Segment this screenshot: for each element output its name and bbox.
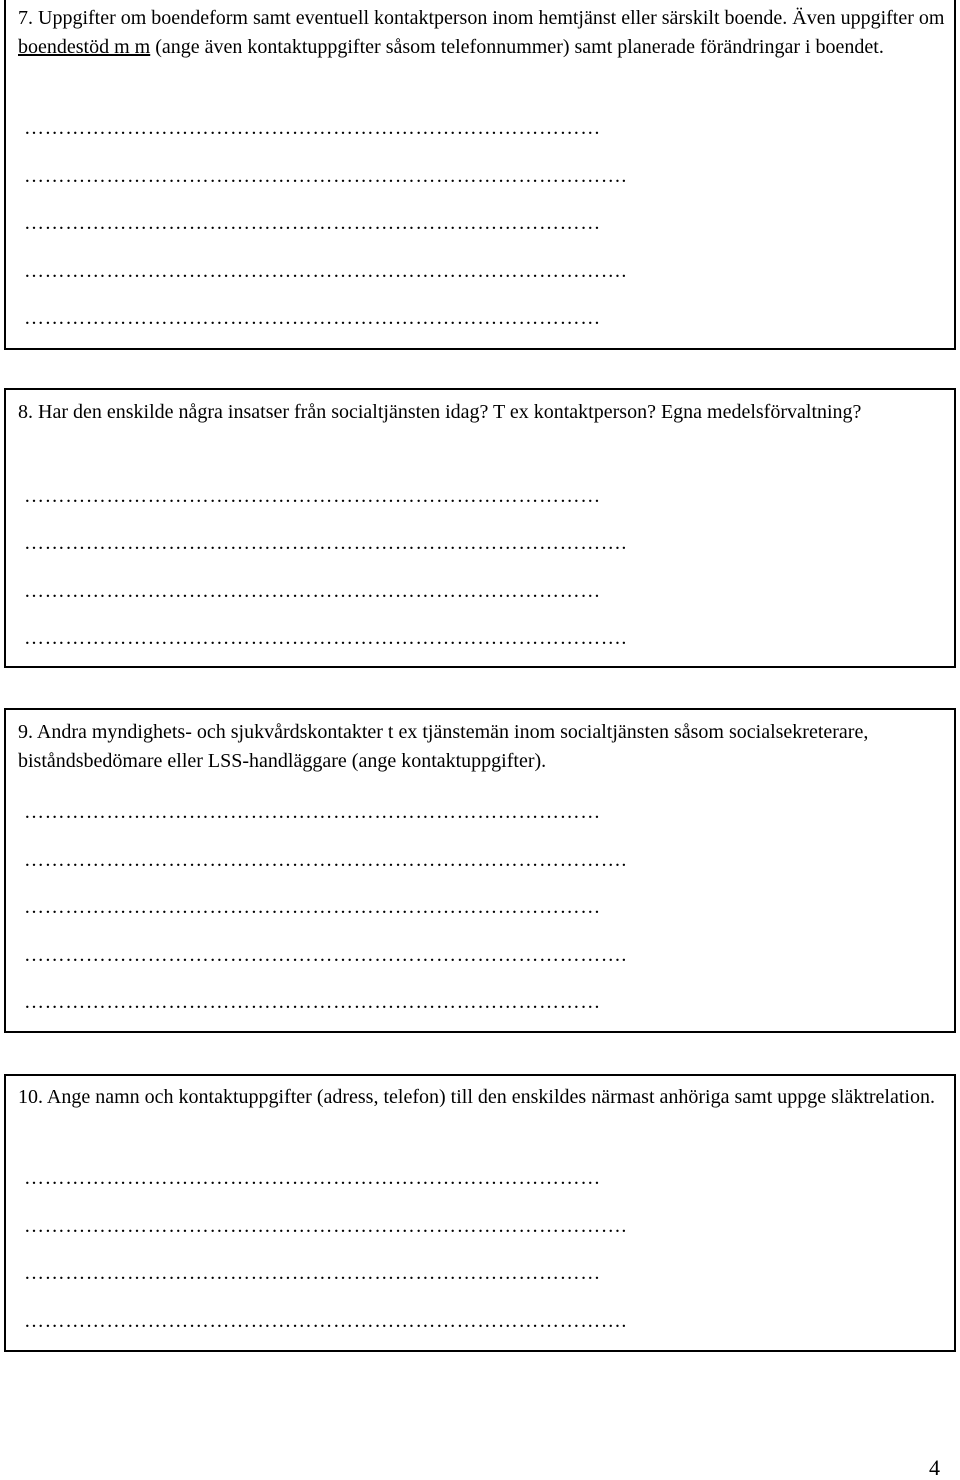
answer-line[interactable]: ……………………………………………………………………………. [24, 165, 627, 187]
question-7-text-b: (ange även kontaktuppgifter såsom telefonnummer) samt planerade förändringar i boendet. [150, 36, 884, 58]
question-7 [18, 4, 946, 62]
answer-line[interactable]: ………………………………………………………………………… [24, 991, 601, 1013]
answer-line[interactable]: ………………………………………………………………………… [24, 1167, 601, 1189]
answer-box-7 [4, 0, 956, 350]
answer-line[interactable]: ……………………………………………………………………………. [24, 627, 627, 649]
answer-line[interactable]: ………………………………………………………………………… [24, 307, 601, 329]
answer-line[interactable]: ………………………………………………………………………… [24, 1262, 601, 1284]
question-8: 8. Har den enskilde några insatser från socialtjänsten idag? T ex kontaktperson? Egna medelsförvaltning? [18, 401, 862, 423]
answer-line[interactable]: ………………………………………………………………………… [24, 580, 601, 602]
answer-line[interactable]: ………………………………………………………………………… [24, 801, 601, 823]
answer-box-10 [4, 1074, 956, 1352]
answer-box-9 [4, 708, 956, 1033]
answer-line[interactable]: ……………………………………………………………………………. [24, 532, 627, 554]
answer-line[interactable]: ……………………………………………………………………………. [24, 1215, 627, 1237]
answer-line[interactable]: ……………………………………………………………………………. [24, 849, 627, 871]
answer-line[interactable]: ………………………………………………………………………… [24, 212, 601, 234]
answer-line[interactable]: ………………………………………………………………………… [24, 485, 601, 507]
answer-box-8 [4, 388, 956, 668]
question-9: 9. Andra myndighets- och sjukvårdskontakter t ex tjänstemän inom socialtjänsten såsom socialsekreterare, biståndsbedömare eller LSS-handläggare (ange kontaktuppgifter). [18, 721, 869, 772]
page-number: 4 [929, 1455, 940, 1480]
answer-line[interactable]: ………………………………………………………………………… [24, 896, 601, 918]
question-7-underlined: boendestöd m m [18, 36, 151, 58]
answer-line[interactable]: ……………………………………………………………………………. [24, 944, 627, 966]
answer-line[interactable]: ……………………………………………………………………………. [24, 260, 627, 282]
question-10: 10. Ange namn och kontaktuppgifter (adress, telefon) till den enskildes närmast anhöriga samt uppge släktrelation. [18, 1086, 935, 1108]
question-7-text-a: 7. Uppgifter om boendeform samt eventuell kontaktperson inom hemtjänst eller särskilt boende. Även uppgifter om [18, 7, 945, 29]
answer-line[interactable]: ……………………………………………………………………………. [24, 1310, 627, 1332]
answer-line[interactable]: ………………………………………………………………………… [24, 117, 601, 139]
